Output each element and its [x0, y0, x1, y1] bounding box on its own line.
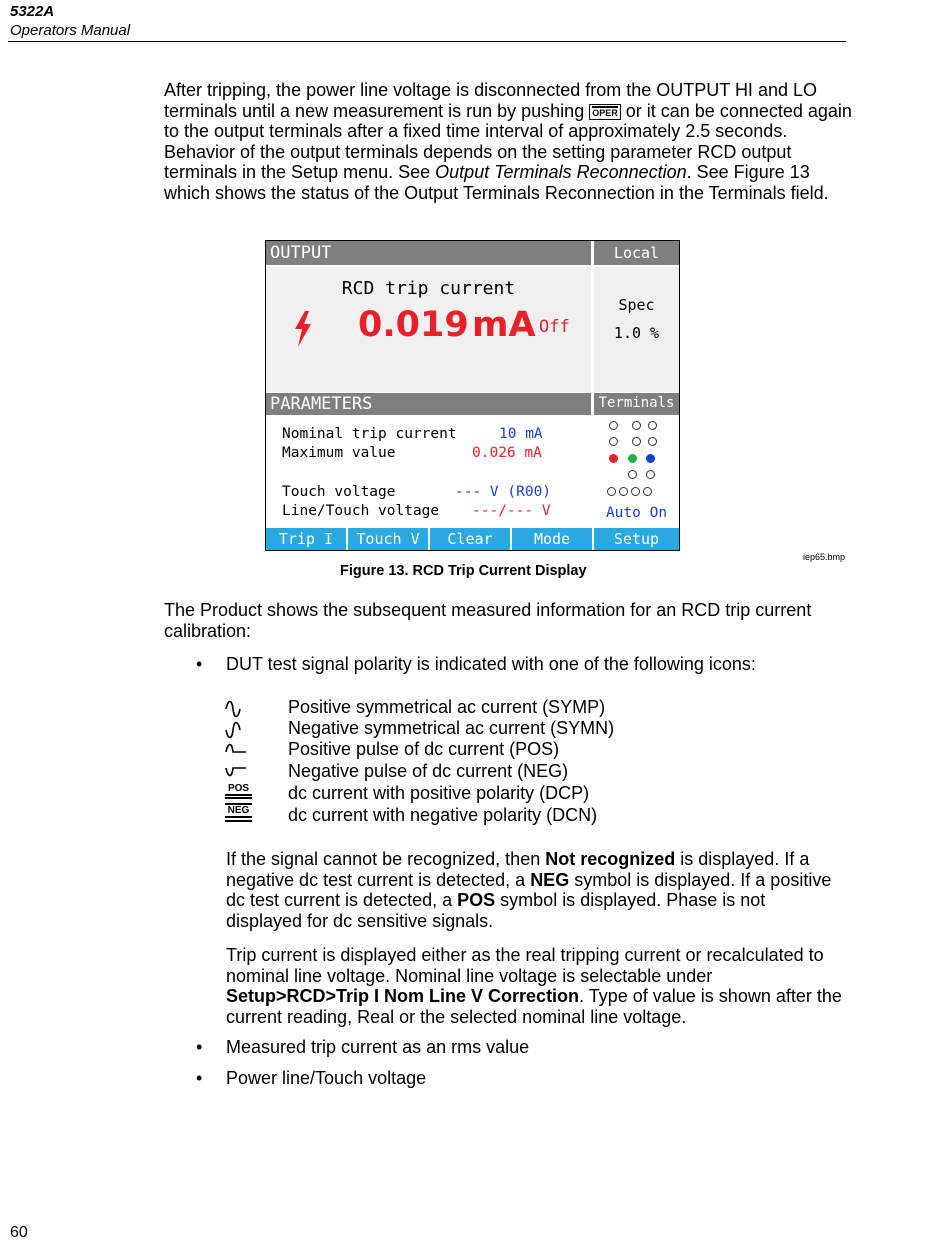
terminal-dot — [632, 421, 641, 430]
para1-text-a: After tripping, the power line voltage is disconnected from the OUTPUT HI and LO terminals until a new measurement is run by pushing — [164, 80, 817, 121]
icon-desc: dc current with negative polarity (DCN) — [288, 805, 598, 825]
trip-current-unit: mA — [472, 305, 536, 345]
measure-label: RCD trip current — [341, 278, 516, 299]
terminal-dot — [607, 487, 616, 496]
spec-value: 1.0 % — [613, 324, 660, 342]
para1-text-b: or it can be connected again to the output terminals after a fixed time interval of approximately 2.5 seconds. Behavior of the output terminals depends on the setting parameter RCD output terminals in the Setup menu. See — [164, 100, 852, 183]
param-value: 10 mA — [499, 426, 543, 442]
terminal-mode: Auto On — [605, 505, 668, 521]
param-value: 0.026 mA — [472, 445, 542, 461]
terminal-dot — [609, 437, 618, 446]
mode-label: Local — [613, 244, 660, 262]
para3-text-e: symbol is displayed. If a positive dc test current is detected, a — [226, 869, 832, 911]
para3-bold-not-recognized: Not recognized — [545, 849, 676, 869]
icon-desc: Positive pulse of dc current (POS) — [288, 739, 560, 759]
parameters-header-bar — [266, 393, 591, 415]
pos-icon-label: POS — [225, 783, 252, 796]
pulse-positive-icon — [224, 740, 254, 760]
header-rule — [8, 41, 846, 42]
paragraph-trip-current — [226, 945, 851, 1027]
softkey-trip-i[interactable]: Trip I — [266, 528, 346, 550]
spec-panel — [594, 267, 679, 392]
terminal-dot — [648, 421, 657, 430]
terminal-dot — [631, 487, 640, 496]
bullet-rms: Measured trip current as an rms value — [226, 1037, 530, 1057]
output-title: OUTPUT — [270, 243, 332, 263]
softkey-setup[interactable]: Setup — [594, 528, 679, 550]
softkey-mode[interactable]: Mode — [512, 528, 592, 550]
softkey-touch-v[interactable]: Touch V — [348, 528, 428, 550]
figure-file-id: iep65.bmp — [803, 552, 846, 562]
trip-current-value: 0.019 — [358, 305, 469, 345]
terminal-dot — [609, 421, 618, 430]
neg-icon — [225, 803, 252, 822]
icon-desc: dc current with positive polarity (DCP) — [288, 783, 590, 803]
header-model: 5322A — [10, 3, 55, 20]
param-value: ---/--- V — [472, 503, 551, 519]
para4-text-c: . Type of value is shown after the current reading, Real or the selected nominal line voltage. — [226, 986, 842, 1027]
terminals-title: Terminals — [598, 395, 675, 411]
rcd-display-figure — [265, 240, 680, 551]
pos-icon — [225, 783, 252, 799]
paragraph-output-terminals — [164, 80, 854, 204]
param-label: Touch voltage — [282, 484, 396, 500]
paragraph-signal-recognition — [226, 849, 846, 931]
output-header-bar — [266, 241, 591, 265]
param-label: Nominal trip current — [282, 426, 457, 442]
bullet-dot: • — [196, 654, 203, 674]
terminal-dot — [628, 470, 637, 479]
mode-bar — [594, 241, 679, 265]
param-label: Maximum value — [282, 445, 396, 461]
para4-bold-setup-path: Setup>RCD>Trip I Nom Line V Correction — [226, 986, 580, 1007]
pulse-negative-icon — [224, 762, 254, 782]
terminal-dot-green — [628, 454, 637, 463]
oper-key-icon: OPER — [589, 104, 621, 120]
terminal-dot — [632, 437, 641, 446]
para4-text-a: Trip current is displayed either as the real tripping current or recalculated to nominal line voltage. Nominal line voltage is selectable under — [226, 945, 824, 986]
terminals-header-bar — [594, 393, 679, 415]
para3-text-c: is displayed. If a negative dc test current is detected, a — [226, 849, 810, 890]
terminal-dot-red — [609, 454, 618, 463]
page-header — [10, 2, 130, 40]
bullet-dot: • — [196, 1068, 203, 1088]
terminal-dot — [619, 487, 628, 496]
spec-label: Spec — [618, 296, 655, 314]
neg-icon-label: NEG — [225, 803, 252, 818]
output-status: Off — [539, 317, 570, 337]
page-number: 60 — [10, 1224, 28, 1241]
sine-negative-icon — [224, 720, 254, 740]
terminal-dot — [646, 470, 655, 479]
icon-desc: Negative symmetrical ac current (SYMN) — [288, 718, 615, 738]
parameters-title: PARAMETERS — [270, 394, 373, 414]
para3-bold-pos: POS — [457, 890, 496, 911]
icon-desc: Positive symmetrical ac current (SYMP) — [288, 697, 606, 717]
bullet-touch-voltage: Power line/Touch voltage — [226, 1068, 427, 1088]
bullet-polarity: DUT test signal polarity is indicated with one of the following icons: — [226, 654, 756, 674]
sine-positive-icon — [224, 699, 254, 719]
terminal-dot — [648, 437, 657, 446]
bullet-dot: • — [196, 1037, 203, 1057]
para3-text-a: If the signal cannot be recognized, then — [226, 849, 541, 869]
para3-text-g: symbol is displayed. Phase is not displayed for dc sensitive signals. — [226, 890, 766, 931]
header-subtitle: Operators Manual — [10, 22, 131, 39]
figure-caption: Figure 13. RCD Trip Current Display — [340, 563, 587, 579]
output-panel — [266, 267, 591, 392]
param-label: Line/Touch voltage — [282, 503, 440, 519]
softkey-clear[interactable]: Clear — [430, 528, 510, 550]
lightning-icon — [292, 311, 314, 347]
icon-desc: Negative pulse of dc current (NEG) — [288, 761, 569, 781]
para1-text-d: . See Figure 13 which shows the status of the Output Terminals Reconnection in the Terminals field. — [164, 162, 829, 203]
para1-italic-ref: Output Terminals Reconnection — [435, 162, 687, 183]
param-value: --- V (R00) — [455, 484, 552, 500]
paragraph-subsequent-info: The Product shows the subsequent measured information for an RCD trip current calibration: — [164, 600, 812, 641]
terminal-dot — [643, 487, 652, 496]
terminal-dot-blue — [646, 454, 655, 463]
para3-bold-neg: NEG — [530, 869, 570, 890]
